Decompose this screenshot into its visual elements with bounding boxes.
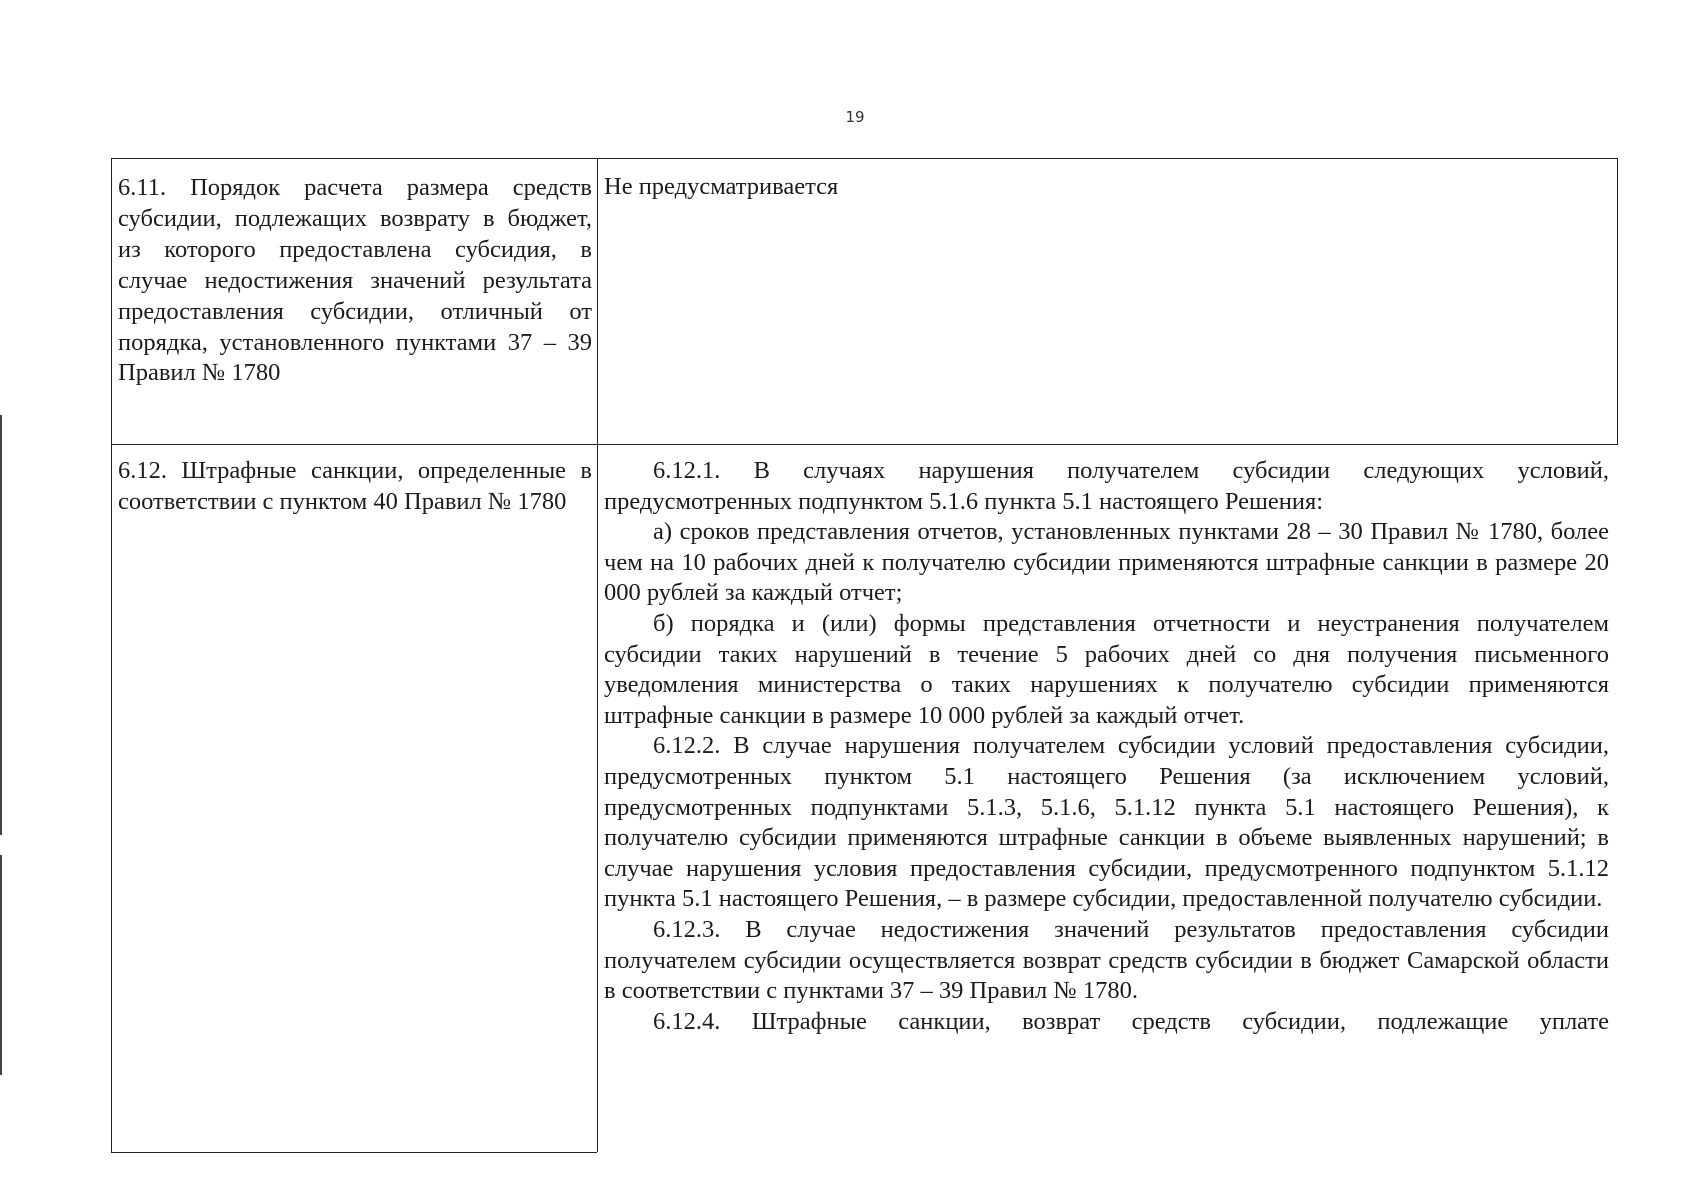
content-paragraph: б) порядка и (или) формы представления отчетности и неустранения получателем субсидии таких нарушений в течение 5 рабочих дней со дня получения письменного уведомления министерства о таких нарушениях к получателю субсидии применяются штрафные санкции в размере 10 000 рублей за каждый отчет. (604, 609, 1609, 729)
row-label-6-12: 6.12. Штрафные санкции, определенные в соответствии с пунктом 40 Правил № 1780 (118, 457, 592, 515)
table-bottom-border (111, 1152, 597, 1153)
row-content-6-12 (604, 456, 1609, 1136)
row-divider (111, 444, 1618, 445)
table-right-border (1617, 158, 1618, 444)
column-divider (597, 158, 598, 1152)
content-paragraph: а) сроков представления отчетов, установленных пунктами 28 – 30 Правил № 1780, более чем на 10 рабочих дней к получателю субсидии применяются штрафные санкции в размере 20 000 рублей за каждый отчет; (604, 518, 1609, 607)
row-label-6-11: 6.11. Порядок расчета размера средств субсидии, подлежащих возврату в бюджет, из которого предоставлена субсидия, в случае недостижения значений результата предоставления субсидии, отличный от порядка, установленного пунктами 37 – 39 Правил № 1780 (118, 174, 592, 387)
content-paragraph: 6.12.3. В случае недостижения значений результатов предоставления субсидии получателем субсидии осуществляется возврат средств субсидии в бюджет Самарской области в соответствии с пунктами 37 – 39 Правил № 1780. (604, 915, 1609, 1005)
table-left-border (111, 158, 112, 1152)
content-paragraph: Не предусматривается (604, 173, 839, 200)
content-paragraph: 6.12.2. В случае нарушения получателем субсидии условий предоставления субсидии, предусмотренных пунктом 5.1 настоящего Решения (за исключением условий, предусмотренных подпунктами 5.1.3, 5.1.6, 5.1.12 пункта 5.1 настоящего Решения), к получателю субсидии применяются штрафные санкции в объеме выявленных нарушений; в случае нарушения условия предоставления субсидии, предусмотренного подпунктом 5.1.12 пункта 5.1 настоящего Решения, – в размере субсидии, предоставленной получателю субсидии. (604, 732, 1609, 913)
scan-edge-mark (0, 855, 2, 1075)
row-content-6-11 (604, 172, 1609, 203)
content-paragraph: 6.12.4. Штрафные санкции, возврат средств субсидии, подлежащие уплате (653, 1007, 1609, 1035)
table-top-border (111, 158, 1618, 159)
scan-edge-mark (0, 415, 2, 835)
content-paragraph: 6.12.1. В случаях нарушения получателем субсидии следующих условий, предусмотренных подпунктом 5.1.6 пункта 5.1 настоящего Решения: (604, 457, 1609, 515)
page-number: 19 (845, 108, 865, 126)
